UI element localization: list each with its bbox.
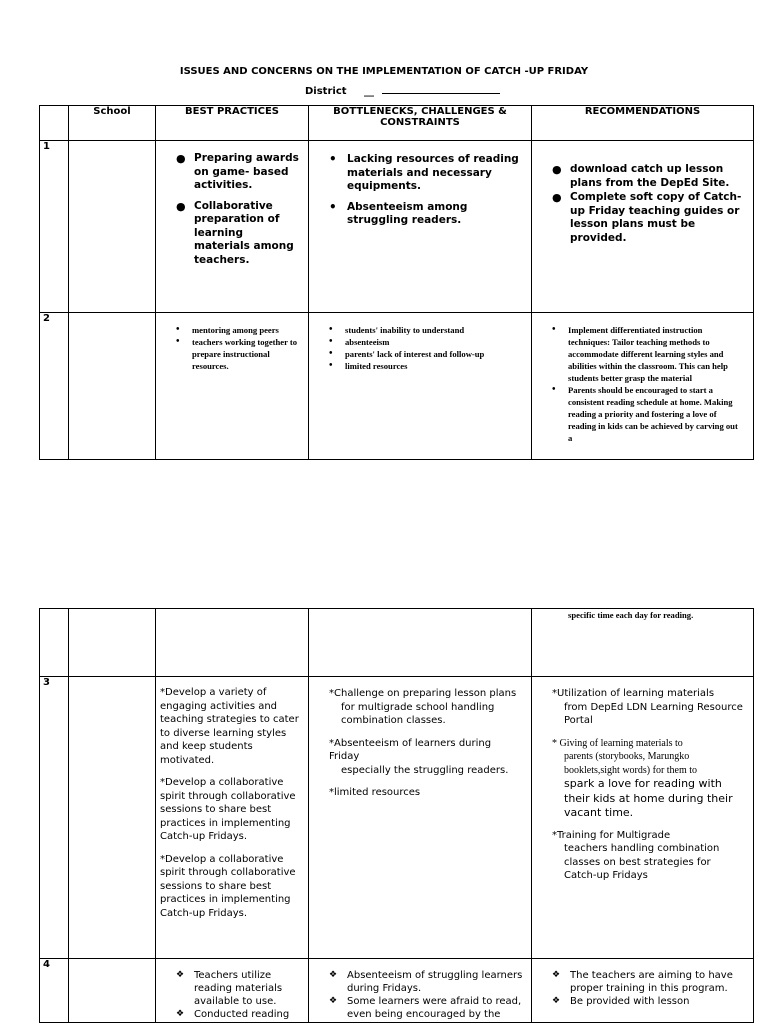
recommendations-cell bbox=[532, 609, 754, 677]
list-item: ❖ Teachers utilize reading materials available to use. bbox=[176, 969, 302, 1008]
paragraph bbox=[552, 687, 745, 728]
paragraph-rest: from DepEd LDN Learning Resource Portal bbox=[564, 701, 743, 726]
list-item: ❖ Some learners were afraid to read, even being encouraged by the bbox=[329, 995, 525, 1021]
header-best-practices: BEST PRACTICES bbox=[156, 106, 309, 141]
list-item: ● Complete soft copy of Catch-up Friday teaching guides or lesson plans must be provided. bbox=[552, 191, 743, 245]
table-header-row bbox=[40, 106, 754, 141]
paragraph bbox=[329, 687, 523, 728]
paragraph: *Develop a collaborative spirit through collaborative sessions to share best practices in implementing Catch-up Fridays. bbox=[160, 777, 296, 842]
document-title: ISSUES AND CONCERNS ON THE IMPLEMENTATION OF CATCH -UP FRIDAY bbox=[179, 66, 589, 77]
best-practices-cell bbox=[156, 313, 309, 460]
paragraph-rest: spark a love for reading with their kids at home during their vacant time. bbox=[564, 777, 733, 819]
list-item-continued: specific time each day for reading. bbox=[568, 610, 694, 620]
list-item: ❖ The teachers are aiming to have proper training in this program. bbox=[552, 969, 747, 995]
list-item: ● download catch up lesson plans from the DepEd Site. bbox=[552, 163, 743, 190]
best-practices-cell bbox=[156, 141, 309, 313]
row-number: 2 bbox=[40, 313, 69, 460]
school-cell bbox=[69, 141, 156, 313]
list-item: • teachers working together to prepare instructional resources. bbox=[176, 336, 302, 372]
list-item: • parents' lack of interest and follow-up bbox=[329, 348, 525, 360]
issues-table-page-1 bbox=[39, 105, 754, 460]
school-cell bbox=[69, 609, 156, 677]
table-row-3 bbox=[40, 677, 754, 959]
paragraph-lead: *Challenge on preparing lesson plans bbox=[329, 688, 517, 699]
district-line bbox=[305, 84, 500, 97]
recommendations-cell bbox=[532, 959, 754, 1023]
row-number: 1 bbox=[40, 141, 69, 313]
recommendations-cell bbox=[532, 677, 754, 959]
paragraph-lead: *limited resources bbox=[329, 787, 421, 798]
list-item: ❖ Conducted reading bbox=[176, 1008, 302, 1021]
paragraph-rest: especially the struggling readers. bbox=[341, 764, 509, 776]
table-row-1 bbox=[40, 141, 754, 313]
paragraph-lead: *Absenteeism of learners during Friday bbox=[329, 737, 492, 762]
list-item: • absenteeism bbox=[329, 336, 525, 348]
row-number: 4 bbox=[40, 959, 69, 1023]
list-item: • limited resources bbox=[329, 360, 525, 372]
paragraph-lead: *Training for Multigrade bbox=[552, 829, 671, 841]
list-item: ● Collaborative preparation of learning materials among teachers. bbox=[176, 200, 300, 268]
header-number bbox=[40, 106, 69, 141]
paragraph bbox=[552, 829, 745, 883]
district-blank-line bbox=[382, 84, 500, 94]
bottlenecks-cell bbox=[309, 141, 532, 313]
list-item: • Lacking resources of reading materials and necessary equipments. bbox=[329, 153, 523, 194]
paragraph: *Develop a collaborative spirit through collaborative sessions to share best practices in implementing Catch-up Fridays. bbox=[160, 853, 296, 919]
issues-table-page-2 bbox=[39, 608, 754, 1023]
list-item: • Absenteeism among struggling readers. bbox=[329, 201, 523, 228]
paragraph bbox=[329, 737, 523, 778]
best-practices-cell bbox=[156, 677, 309, 959]
paragraph bbox=[329, 786, 523, 800]
school-cell bbox=[69, 677, 156, 959]
recommendations-cell bbox=[532, 313, 754, 460]
bottlenecks-cell bbox=[309, 609, 532, 677]
header-recommendations: RECOMMENDATIONS bbox=[532, 106, 754, 141]
list-item: ● Preparing awards on game- based activities. bbox=[176, 152, 300, 193]
district-value: __ bbox=[364, 86, 375, 97]
table-row-2 bbox=[40, 313, 754, 460]
header-school: School bbox=[69, 106, 156, 141]
table-row-4 bbox=[40, 959, 754, 1023]
school-cell bbox=[69, 959, 156, 1023]
list-item: • Parents should be encouraged to start a consistent reading schedule at home. Making reading a priority and fostering a love of reading in kids can be achieved by carving out a bbox=[552, 384, 743, 444]
school-cell bbox=[69, 313, 156, 460]
paragraph bbox=[552, 737, 745, 821]
list-item: ❖ Absenteeism of struggling learners during Fridays. bbox=[329, 969, 525, 995]
table-row-2-continued bbox=[40, 609, 754, 677]
header-bottlenecks: BOTTLENECKS, CHALLENGES & CONSTRAINTS bbox=[309, 106, 532, 141]
list-item: • Implement differentiated instruction techniques: Tailor teaching methods to accommodate different learning styles and abilities within the classroom. This can help students better grasp the material bbox=[552, 324, 743, 384]
row-number-empty bbox=[40, 609, 69, 677]
paragraph-rest: teachers handling combination classes on best strategies for Catch-up Fridays bbox=[564, 843, 720, 881]
bottlenecks-cell bbox=[309, 677, 532, 959]
list-item: • students' inability to understand bbox=[329, 324, 525, 336]
best-practices-cell bbox=[156, 959, 309, 1023]
list-item: • mentoring among peers bbox=[176, 324, 302, 336]
bottlenecks-cell bbox=[309, 313, 532, 460]
row-number: 3 bbox=[40, 677, 69, 959]
recommendations-cell bbox=[532, 141, 754, 313]
paragraph-lead: * Giving of learning materials to bbox=[552, 737, 683, 749]
district-label: District bbox=[305, 86, 347, 97]
paragraph-rest: for multigrade school handling combination classes. bbox=[341, 701, 495, 726]
paragraph: *Develop a variety of engaging activities and teaching strategies to cater to diverse learning styles and keep students motivated. bbox=[160, 687, 299, 766]
paragraph-rest-serif: parents (storybooks, Marungko booklets,sight words) for them to bbox=[564, 751, 698, 776]
bottlenecks-cell bbox=[309, 959, 532, 1023]
best-practices-cell bbox=[156, 609, 309, 677]
list-item: ❖ Be provided with lesson bbox=[552, 995, 747, 1008]
paragraph-lead: *Utilization of learning materials bbox=[552, 688, 715, 699]
